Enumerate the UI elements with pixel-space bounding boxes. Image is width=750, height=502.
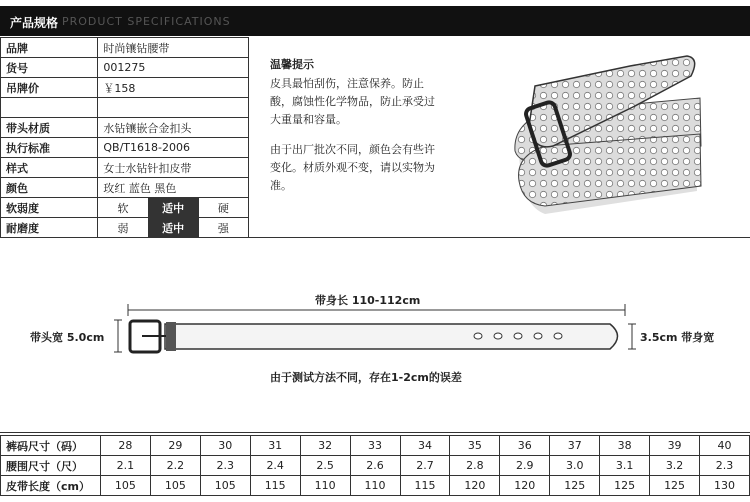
buckle-width-label: 带头宽 5.0cm — [30, 331, 105, 344]
wear-option: 适中 — [148, 218, 198, 238]
error-note: 由于测试方法不同，存在1-2cm的误差 — [270, 371, 462, 384]
body-width-label: 3.5cm 带身宽 — [640, 331, 715, 344]
belt-length-label: 带身长 110-112cm — [315, 294, 421, 307]
size-cell: 3.1 — [600, 456, 650, 476]
wear-row — [1, 218, 249, 238]
size-row — [1, 456, 750, 476]
size-cell: 2.1 — [100, 456, 150, 476]
care-tips — [270, 56, 445, 207]
softness-option: 硬 — [198, 198, 248, 218]
softness-row — [1, 198, 249, 218]
size-cell: 28 — [100, 436, 150, 456]
spec-value: QB/T1618-2006 — [98, 138, 249, 158]
size-cell: 40 — [700, 436, 750, 456]
spec-key: 品牌 — [1, 38, 98, 58]
size-cell: 105 — [150, 476, 200, 496]
spec-key: 吊牌价 — [1, 78, 98, 98]
size-cell: 115 — [250, 476, 300, 496]
size-row-label: 皮带长度（cm） — [1, 476, 101, 496]
size-cell: 2.3 — [200, 456, 250, 476]
spec-key: 颜色 — [1, 178, 98, 198]
spec-value: 玫红 蓝色 黑色 — [98, 178, 249, 198]
size-cell: 2.5 — [300, 456, 350, 476]
buckle-loop — [166, 322, 176, 351]
spec-row — [1, 138, 249, 158]
spec-row — [1, 178, 249, 198]
spec-value: ￥158 — [98, 78, 249, 98]
size-row — [1, 476, 750, 496]
softness-option: 适中 — [148, 198, 198, 218]
size-cell: 39 — [650, 436, 700, 456]
size-cell: 2.4 — [250, 456, 300, 476]
size-cell: 130 — [700, 476, 750, 496]
spec-row — [1, 98, 249, 118]
size-cell: 105 — [200, 476, 250, 496]
size-cell: 2.7 — [400, 456, 450, 476]
spec-key: 样式 — [1, 158, 98, 178]
product-photo — [505, 46, 705, 224]
size-cell: 3.2 — [650, 456, 700, 476]
spec-value — [98, 98, 249, 118]
spec-row — [1, 38, 249, 58]
size-cell: 36 — [500, 436, 550, 456]
size-cell: 125 — [600, 476, 650, 496]
section-header — [0, 6, 750, 36]
size-cell: 105 — [100, 476, 150, 496]
spec-value: 水钻镶嵌合金扣头 — [98, 118, 249, 138]
size-cell: 125 — [650, 476, 700, 496]
spec-key: 执行标准 — [1, 138, 98, 158]
size-cell: 2.3 — [700, 456, 750, 476]
wear-label: 耐磨度 — [1, 218, 98, 238]
belt-drawing — [0, 238, 750, 434]
size-cell: 2.2 — [150, 456, 200, 476]
size-cell: 115 — [400, 476, 450, 496]
tips-paragraph-2: 由于出厂批次不同，颜色会有些许变化。材质外观不变，请以实物为准。 — [270, 143, 435, 192]
size-cell: 34 — [400, 436, 450, 456]
spec-value: 001275 — [98, 58, 249, 78]
size-cell: 35 — [450, 436, 500, 456]
size-table — [0, 435, 750, 496]
spec-row — [1, 118, 249, 138]
spec-value: 时尚镶钻腰带 — [98, 38, 249, 58]
header-title-en: PRODUCT SPECIFICATIONS — [62, 15, 231, 28]
size-cell: 30 — [200, 436, 250, 456]
belt-diagram — [0, 237, 750, 433]
spec-row — [1, 78, 249, 98]
size-cell: 110 — [300, 476, 350, 496]
size-cell: 3.0 — [550, 456, 600, 476]
size-cell: 120 — [450, 476, 500, 496]
size-cell: 2.9 — [500, 456, 550, 476]
spec-table — [0, 37, 249, 238]
spec-key: 货号 — [1, 58, 98, 78]
size-cell: 31 — [250, 436, 300, 456]
size-cell: 2.8 — [450, 456, 500, 476]
size-row-label: 腰围尺寸（尺） — [1, 456, 101, 476]
spec-row — [1, 158, 249, 178]
size-cell: 38 — [600, 436, 650, 456]
wear-option: 弱 — [98, 218, 148, 238]
size-row — [1, 436, 750, 456]
header-title-cn: 产品规格 — [10, 16, 59, 30]
spec-row — [1, 58, 249, 78]
size-cell: 33 — [350, 436, 400, 456]
size-cell: 37 — [550, 436, 600, 456]
size-cell: 29 — [150, 436, 200, 456]
size-cell: 110 — [350, 476, 400, 496]
spec-key: 带头材质 — [1, 118, 98, 138]
belt-strap — [165, 324, 618, 349]
wear-option: 强 — [198, 218, 248, 238]
tips-paragraph-1: 皮具最怕刮伤，注意保养。防止酸，腐蚀性化学物品，防止承受过大重量和容量。 — [270, 77, 435, 126]
size-cell: 120 — [500, 476, 550, 496]
softness-option: 软 — [98, 198, 148, 218]
softness-label: 软弱度 — [1, 198, 98, 218]
size-row-label: 裤码尺寸（码） — [1, 436, 101, 456]
size-cell: 125 — [550, 476, 600, 496]
spec-value: 女士水钻针扣皮带 — [98, 158, 249, 178]
size-cell: 32 — [300, 436, 350, 456]
spec-key — [1, 98, 98, 118]
size-cell: 2.6 — [350, 456, 400, 476]
tips-title: 温馨提示 — [270, 58, 314, 71]
